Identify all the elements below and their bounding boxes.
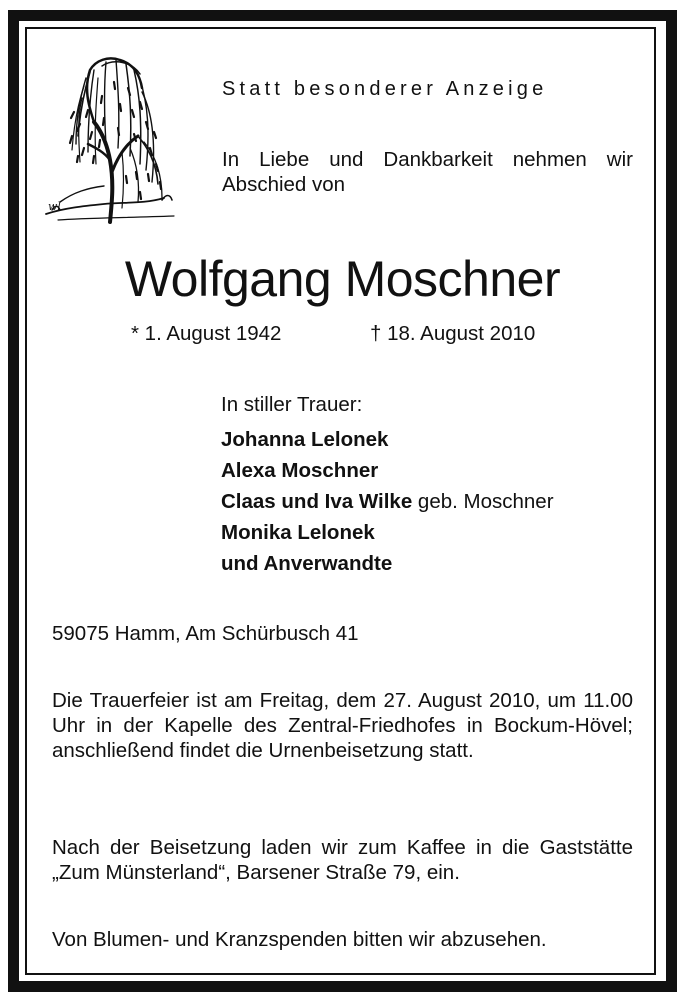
- intro-text: In Liebe und Dankbarkeit nehmen wir Abschied von: [222, 148, 633, 196]
- mourners-list: [221, 424, 554, 579]
- notice-header: Statt besonderer Anzeige: [222, 78, 548, 100]
- mourner-suffix: geb. Moschner: [412, 490, 554, 513]
- mourner-name: Alexa Moschner: [221, 459, 379, 482]
- mourner: [221, 424, 554, 455]
- mourner: [221, 486, 554, 517]
- coffee-info: Nach der Beisetzung laden wir zum Kaffee in die Gaststätte „Zum Münsterland“, Barsener Straße 79, ein.: [52, 836, 633, 884]
- mourning-intro: In stiller Trauer:: [221, 393, 363, 416]
- birth-date: * 1. August 1942: [131, 322, 282, 345]
- weeping-willow-icon: [44, 52, 184, 224]
- death-date: † 18. August 2010: [370, 322, 536, 345]
- mourner: [221, 455, 554, 486]
- flowers-note: Von Blumen- und Kranzspenden bitten wir abzusehen.: [52, 928, 547, 951]
- deceased-name: Wolfgang Moschner: [124, 251, 561, 307]
- funeral-info: Die Trauerfeier ist am Freitag, dem 27. August 2010, um 11.00 Uhr in der Kapelle des Zentral-Friedhofes in Bockum-Hövel; anschließend findet die Urnenbeisetzung statt.: [52, 689, 633, 762]
- artist-signature: wl: [48, 200, 61, 213]
- mourner-name: und Anverwandte: [221, 552, 393, 575]
- address: 59075 Hamm, Am Schürbusch 41: [52, 622, 359, 645]
- mourner-name: Claas und Iva Wilke: [221, 490, 413, 513]
- mourner: [221, 517, 554, 548]
- mourner: [221, 548, 554, 579]
- mourner-name: Monika Lelonek: [221, 521, 375, 544]
- mourner-name: Johanna Lelonek: [221, 428, 389, 451]
